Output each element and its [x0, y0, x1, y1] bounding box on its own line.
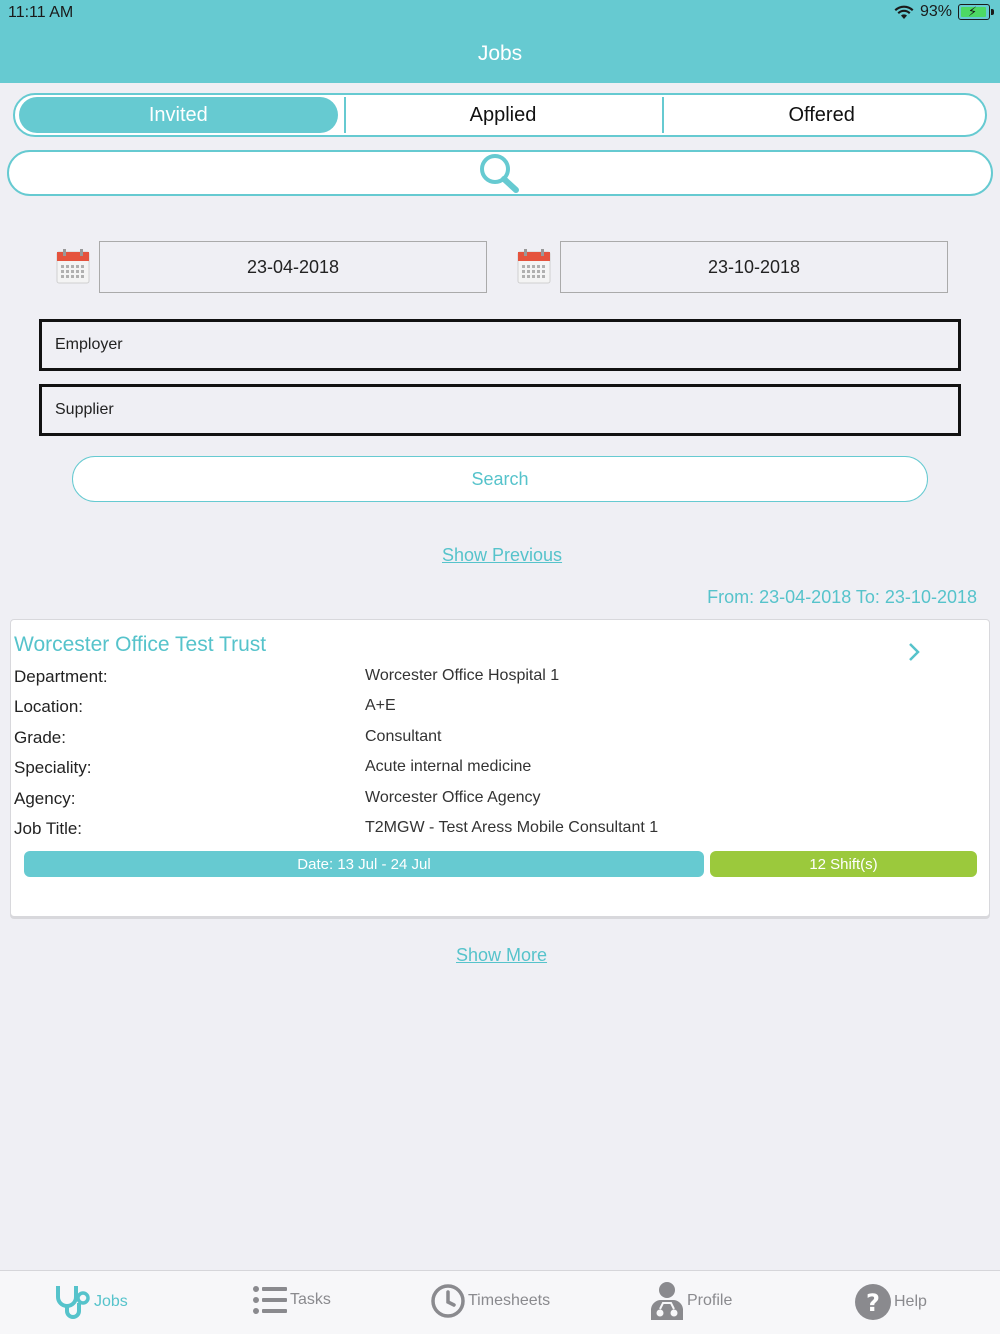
job-field-label: Location: [14, 697, 83, 716]
job-field-value: Acute internal medicine [365, 758, 532, 775]
doctor-icon [649, 1281, 685, 1321]
job-field-value: Worcester Office Agency [365, 789, 541, 806]
tabbar-item-timesheets[interactable] [430, 1283, 550, 1319]
job-field-row [14, 697, 914, 721]
date-range-label: From: 23-04-2018 To: 23-10-2018 [707, 587, 977, 607]
job-field-label: Agency: [14, 789, 76, 808]
stethoscope-icon [54, 1283, 92, 1321]
job-field-label: Job Title: [14, 819, 83, 838]
help-icon [854, 1283, 892, 1321]
tab-applied[interactable]: Applied [344, 97, 663, 133]
tabbar-label: Tasks [290, 1291, 331, 1308]
show-more-link[interactable]: Show More [456, 945, 548, 965]
search-icon [478, 152, 522, 194]
job-field-label: Grade: [14, 728, 66, 747]
calendar-icon[interactable] [56, 248, 90, 284]
job-field-value: Consultant [365, 728, 442, 745]
job-field-value: Worcester Office Hospital 1 [365, 667, 560, 684]
tabbar-label: Help [894, 1293, 927, 1310]
battery-icon: ⚡ [958, 4, 990, 20]
job-field-row [14, 728, 914, 752]
job-date-pill: Date: 13 Jul - 24 Jul [24, 851, 704, 877]
tabbar-item-jobs[interactable] [54, 1283, 128, 1321]
employer-field[interactable]: Employer [39, 319, 961, 371]
job-card[interactable] [10, 619, 990, 917]
tabbar-label: Timesheets [468, 1292, 551, 1309]
tabbar-label: Profile [687, 1292, 733, 1309]
job-field-row [14, 667, 914, 691]
search-button[interactable]: Search [72, 456, 928, 502]
search-bar[interactable] [7, 150, 993, 196]
wifi-icon [894, 5, 914, 20]
status-indicators [894, 3, 990, 21]
job-field-label: Speciality: [14, 758, 92, 777]
nav-header [0, 0, 1000, 83]
supplier-field[interactable]: Supplier [39, 384, 961, 436]
show-previous-link[interactable]: Show Previous [442, 545, 563, 565]
job-field-value: A+E [365, 697, 396, 714]
job-field-row [14, 789, 914, 813]
clock-icon [430, 1283, 466, 1319]
job-status-segmented-control [13, 93, 987, 137]
tabbar-label: Jobs [94, 1293, 128, 1310]
list-icon [252, 1283, 288, 1317]
tab-invited[interactable]: Invited [19, 97, 338, 133]
calendar-icon[interactable] [517, 248, 551, 284]
job-field-row [14, 819, 914, 843]
job-field-row [14, 758, 914, 782]
tabbar-item-profile[interactable] [649, 1281, 732, 1321]
job-card-title: Worcester Office Test Trust [14, 633, 267, 656]
svg-text:?: ? [866, 1289, 880, 1317]
tab-offered[interactable]: Offered [662, 97, 981, 133]
from-date-field[interactable]: 23-04-2018 [99, 241, 487, 293]
tabbar-item-tasks[interactable] [252, 1283, 331, 1317]
bottom-tab-bar [0, 1270, 1000, 1334]
chevron-right-icon[interactable] [907, 642, 921, 662]
job-field-label: Department: [14, 667, 108, 686]
battery-percent: 93% [919, 3, 952, 20]
page-title: Jobs [477, 42, 523, 65]
job-field-value: T2MGW - Test Aress Mobile Consultant 1 [365, 819, 659, 836]
tabbar-item-help[interactable] [854, 1283, 927, 1321]
status-time: 11:11 AM [8, 4, 74, 21]
job-shift-count-pill: 12 Shift(s) [710, 851, 977, 877]
to-date-field[interactable]: 23-10-2018 [560, 241, 948, 293]
